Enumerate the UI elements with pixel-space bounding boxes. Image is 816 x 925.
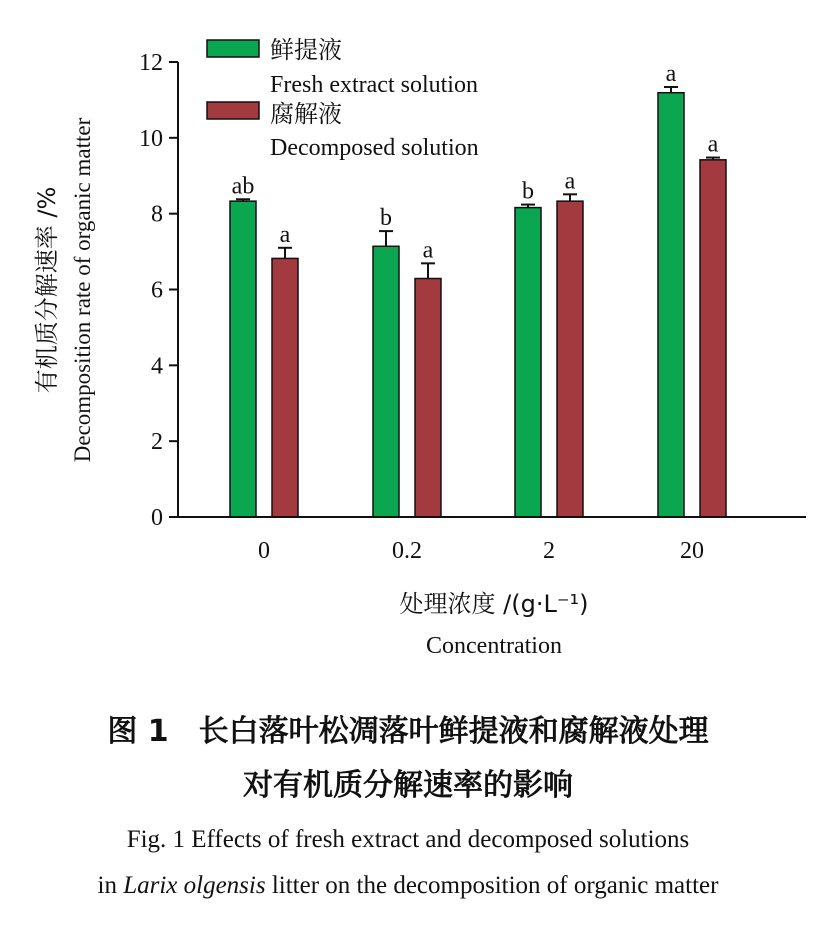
bar: [373, 246, 399, 517]
y-tick-label: 12: [139, 50, 163, 76]
bar: [658, 93, 684, 517]
significance-letter: ab: [231, 173, 255, 200]
legend-label-decomposed-zh: 腐解液: [270, 100, 342, 128]
bar: [557, 201, 583, 517]
y-axis-label-zh: 有机质分解速率 /%: [33, 186, 61, 394]
caption-en-line1: Fig. 1 Effects of fresh extract and decomposed solutions: [126, 826, 690, 853]
significance-letter: a: [422, 237, 434, 264]
significance-letter: a: [665, 61, 677, 88]
caption-en-line2-prefix: in: [97, 872, 124, 899]
legend-label-fresh-zh: 鲜提液: [270, 36, 342, 64]
legend-swatch-decomposed: [207, 102, 259, 119]
caption-zh-line1: 图 1 长白落叶松凋落叶鲜提液和腐解液处理: [107, 714, 709, 749]
y-tick-label: 10: [139, 125, 163, 152]
x-axis-label-en: Concentration: [426, 633, 562, 659]
bar: [700, 160, 726, 517]
y-tick-label: 2: [151, 429, 163, 456]
y-tick-label: 8: [151, 201, 163, 228]
y-axis-label: [33, 117, 95, 462]
significance-letter: a: [279, 221, 291, 248]
significance-letter: b: [522, 178, 534, 205]
bar: [515, 208, 541, 517]
y-tick-label: 6: [151, 277, 163, 304]
x-tick-label: 2: [543, 538, 555, 564]
caption-zh-line2: 对有机质分解速率的影响: [243, 768, 573, 803]
significance-letter: a: [707, 131, 719, 158]
legend-swatch-fresh: [207, 40, 259, 57]
bars-layer: [230, 61, 726, 517]
y-tick-label: 0: [151, 505, 163, 531]
x-tick-label: 20: [680, 538, 704, 564]
significance-letter: b: [380, 205, 392, 232]
legend: [207, 36, 479, 161]
legend-label-fresh-en: Fresh extract solution: [270, 72, 478, 98]
bar: [272, 258, 298, 517]
x-ticks: [258, 538, 704, 564]
caption-en-line2-species: Larix olgensis: [123, 872, 266, 899]
x-axis-label-zh: 处理浓度 /(g·L⁻¹): [399, 590, 589, 618]
x-tick-label: 0: [258, 538, 270, 564]
y-ticks: [139, 50, 178, 531]
y-tick-label: 4: [151, 353, 163, 380]
bar: [230, 201, 256, 517]
caption-en-line2: [0, 872, 816, 900]
significance-letter: a: [564, 168, 576, 195]
bar: [415, 279, 441, 517]
legend-label-decomposed-en: Decomposed solution: [270, 135, 479, 161]
x-tick-label: 0.2: [392, 538, 422, 564]
caption-en-line2-suffix: litter on the decomposition of organic matter: [265, 872, 719, 899]
y-axis-label-en: Decomposition rate of organic matter: [70, 117, 95, 463]
